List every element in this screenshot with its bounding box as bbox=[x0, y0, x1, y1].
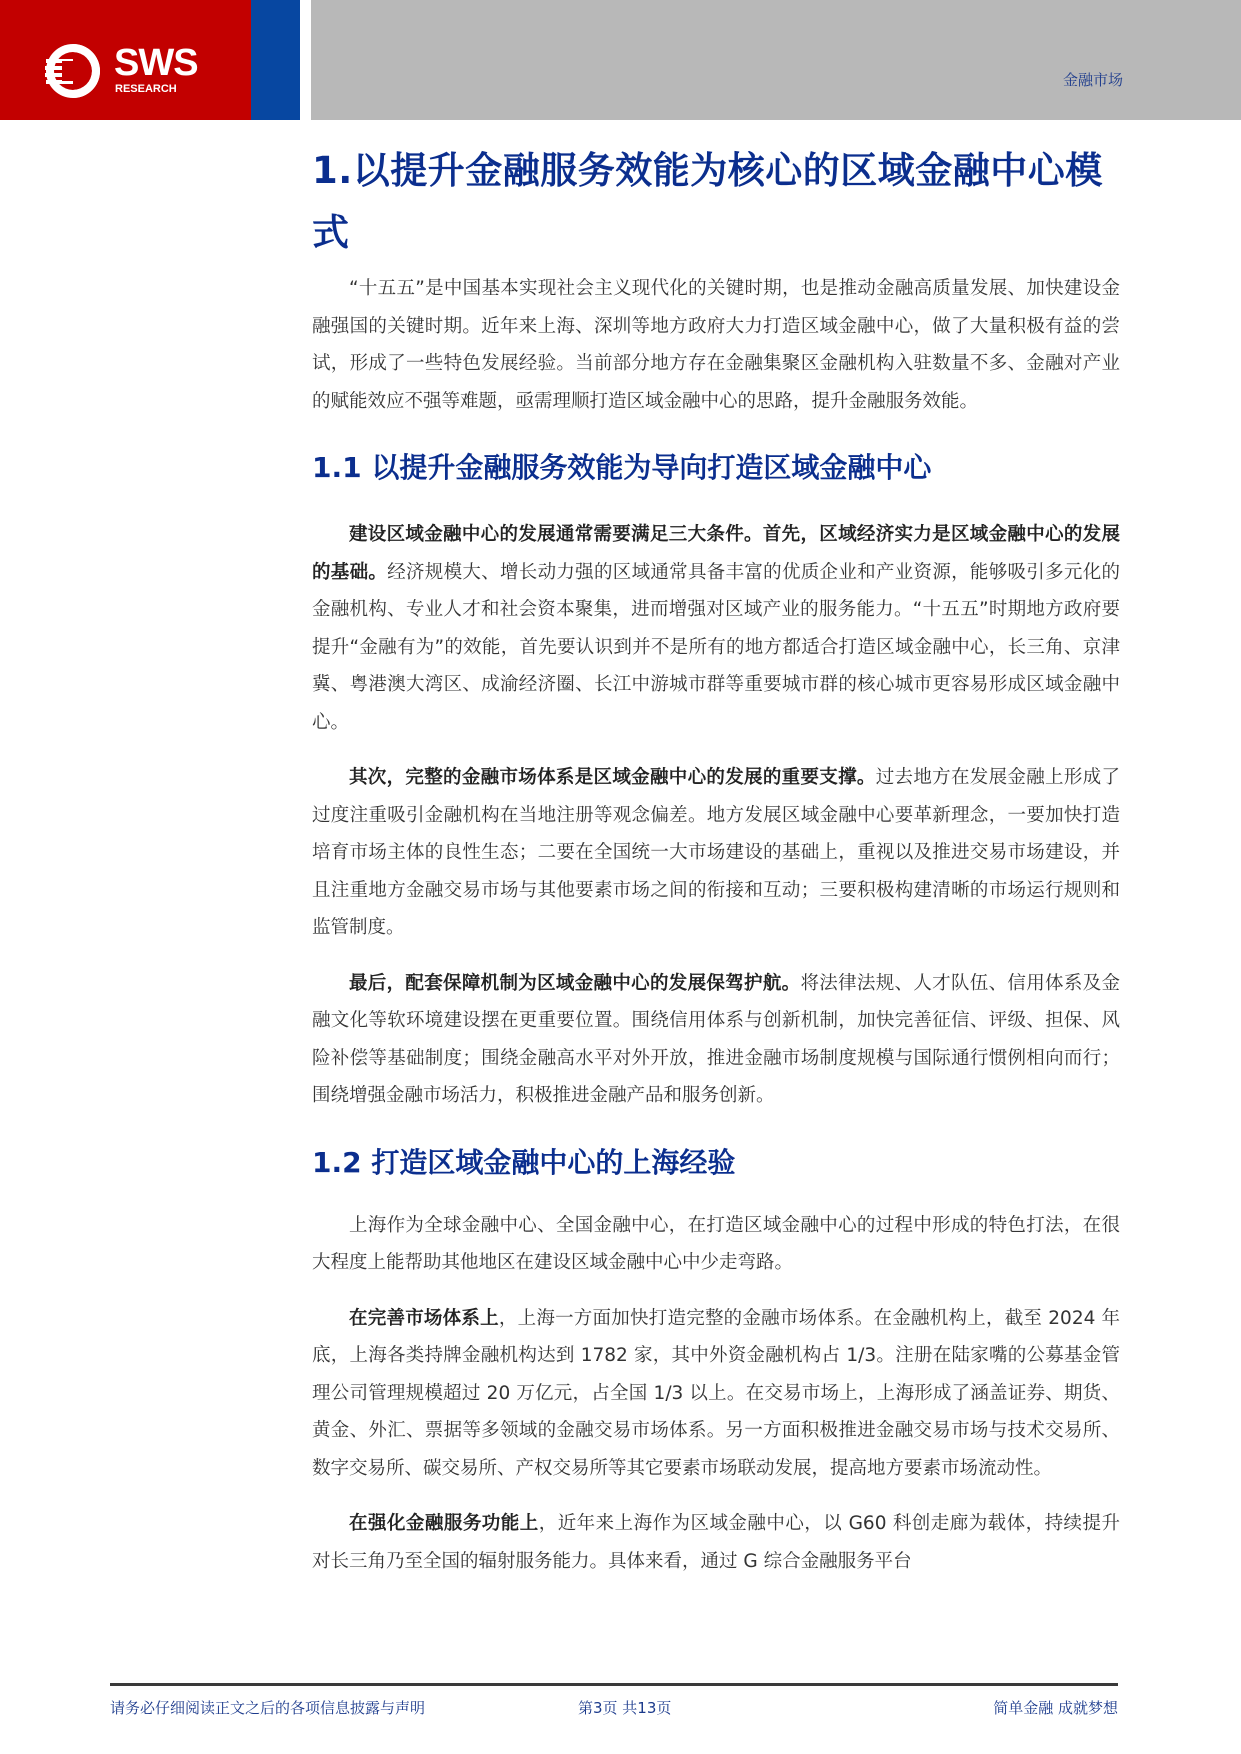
paragraph-lead: 在强化金融服务功能上 bbox=[349, 1513, 539, 1534]
paragraph-text: ，上海一方面加快打造完整的金融市场体系。在金融机构上，截至 2024 年底，上海各类持牌金融机构达到 1782 家，其中外资金融机构占 1/3。注册在陆家嘴的公募基金管理公司管理规模超过 20 万亿元，占全国 1/3 以上。在交易市场上，上海形成了涵盖证券、期货、黄金、外汇、票据等多领域的金融交易市场体系。另一方面积极推进金融交易市场与技术交易所、数字交易所、碳交易所、产权交易所等其它要素市场联动发展，提高地方要素市场流动性。 bbox=[312, 1307, 1120, 1479]
document-body bbox=[312, 140, 1120, 1580]
subsection-title-1-2: 1.2 打造区域金融中心的上海经验 bbox=[312, 1145, 736, 1179]
paragraph-lead: 其次，完整的金融市场体系是区域金融中心的发展的重要支撑。 bbox=[349, 767, 876, 788]
header-grey-bar bbox=[311, 0, 1241, 120]
paragraph bbox=[312, 965, 1120, 1115]
section-title: 1.以提升金融服务效能为核心的区域金融中心模式 bbox=[312, 149, 1103, 254]
footer-slogan: 简单金融 成就梦想 bbox=[993, 1699, 1118, 1717]
paragraph bbox=[312, 759, 1120, 947]
page-number: 第3页 共13页 bbox=[578, 1699, 672, 1717]
page-header bbox=[0, 0, 1241, 120]
logo-sub-text: RESEARCH bbox=[115, 83, 177, 95]
paragraph-text: ，近年来上海作为区域金融中心，以 G60 科创走廊为载体，持续提升对长三角乃至全国的辐射服务能力。具体来看，通过 G 综合金融服务平台 bbox=[312, 1513, 1120, 1572]
header-blue-bar bbox=[251, 0, 300, 120]
paragraph-lead: 建设区域金融中心的发展通常需要满足三大条件。首先，区域经济实力是区域金融中心的发展的基础。 bbox=[312, 524, 1120, 583]
report-category: 金融市场 bbox=[1062, 71, 1123, 89]
paragraph bbox=[312, 1207, 1120, 1282]
footer-disclaimer: 请务必仔细阅读正文之后的各项信息披露与声明 bbox=[110, 1699, 426, 1717]
footer-divider bbox=[110, 1683, 1118, 1686]
paragraph-text: 经济规模大、增长动力强的区域通常具备丰富的优质企业和产业资源，能够吸引多元化的金融机构、专业人才和社会资本聚集，进而增强对区域产业的服务能力。“十五五”时期地方政府要提升“金融有为”的效能，首先要认识到并不是所有的地方都适合打造区域金融中心，长三角、京津冀、粤港澳大湾区、成渝经济圈、长江中游城市群等重要城市群的核心城市更容易形成区域金融中心。 bbox=[312, 561, 1120, 733]
paragraph-text: 过去地方在发展金融上形成了过度注重吸引金融机构在当地注册等观念偏差。地方发展区域金融中心要革新理念，一要加快打造培育市场主体的良性生态；二要在全国统一大市场建设的基础上，重视以及推进交易市场建设，并且注重地方金融交易市场与其他要素市场之间的衔接和互动；三要积极构建清晰的市场运行规则和监管制度。 bbox=[312, 767, 1120, 938]
sws-logo-icon bbox=[44, 42, 102, 100]
paragraph-text: 上海作为全球金融中心、全国金融中心，在打造区域金融中心的过程中形成的特色打法，在很大程度上能帮助其他地区在建设区域金融中心中少走弯路。 bbox=[312, 1214, 1120, 1273]
paragraph-lead: 在完善市场体系上 bbox=[349, 1307, 499, 1329]
subsection-title-1-1: 1.1 以提升金融服务效能为导向打造区域金融中心 bbox=[312, 451, 932, 484]
intro-paragraph: “十五五”是中国基本实现社会主义现代化的关键时期，也是推动金融高质量发展、加快建设金融强国的关键时期。近年来上海、深圳等地方政府大力打造区域金融中心，做了大量积极有益的尝试，形成了一些特色发展经验。当前部分地方存在金融集聚区金融机构入驻数量不多、金融对产业的赋能效应不强等难题，亟需理顺打造区域金融中心的思路，提升金融服务效能。 bbox=[312, 278, 1120, 412]
sws-logo-block bbox=[0, 0, 251, 120]
paragraph bbox=[312, 1505, 1120, 1580]
paragraph-text: 将法律法规、人才队伍、信用体系及金融文化等软环境建设摆在更重要位置。围绕信用体系与创新机制，加快完善征信、评级、担保、风险补偿等基础制度；围绕金融高水平对外开放，推进金融市场制度规模与国际通行惯例相向而行；围绕增强金融市场活力，积极推进金融产品和服务创新。 bbox=[312, 972, 1120, 1106]
paragraph bbox=[312, 1300, 1120, 1488]
paragraph-lead: 最后，配套保障机制为区域金融中心的发展保驾护航。 bbox=[349, 972, 801, 994]
paragraph bbox=[312, 516, 1120, 741]
logo-brand-text: SWS bbox=[114, 42, 198, 84]
